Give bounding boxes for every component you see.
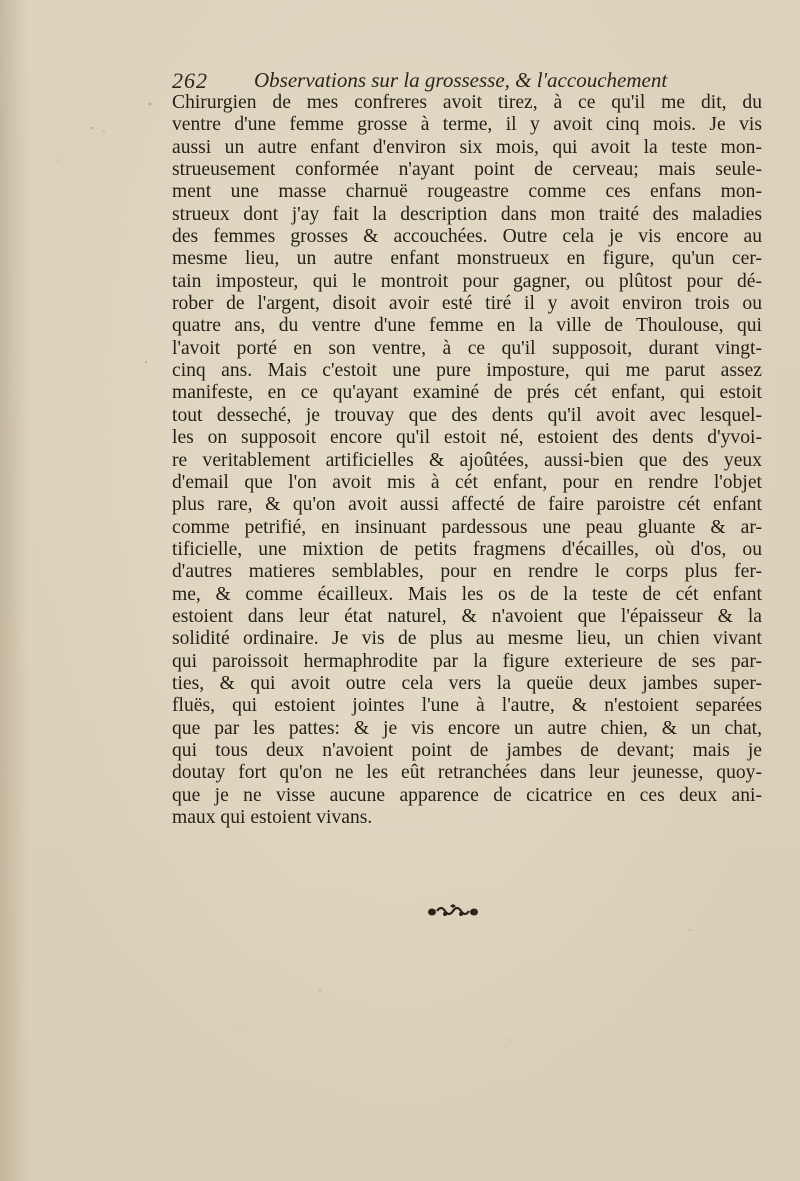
- text-line: tificielle, une mixtion de petits fragmens d'écailles, où d'os, ou: [172, 538, 762, 560]
- text-line: qui tous deux n'avoient point de jambes de devant; mais je: [172, 739, 762, 761]
- text-line: tout desseché, je trouvay que des dents qu'il avoit avec lesquel-: [172, 404, 762, 426]
- text-line: aussi un autre enfant d'environ six mois, qui avoit la teste mon-: [172, 136, 762, 158]
- text-line: solidité ordinaire. Je vis de plus au mesme lieu, un chien vivant: [172, 628, 762, 650]
- running-title: Observations sur la grossesse, & l'accouchement: [254, 68, 668, 92]
- text-line: cinq ans. Mais c'estoit une pure imposture, qui me parut assez: [172, 360, 762, 382]
- body-text: [172, 92, 762, 829]
- text-line: tain imposteur, qui le montroit pour gagner, ou plûtost pour dé-: [172, 270, 762, 292]
- text-line: des femmes grosses & accouchées. Outre cela je vis encore au: [172, 226, 762, 248]
- text-line: strueusement conformée n'ayant point de cerveau; mais seule-: [172, 159, 762, 181]
- text-line: d'autres matieres semblables, pour en rendre le corps plus fer-: [172, 561, 762, 583]
- text-line: mesme lieu, un autre enfant monstrueux en figure, qu'un cer-: [172, 248, 762, 270]
- text-line: qui paroissoit hermaphrodite par la figure exterieure de ses par-: [172, 650, 762, 672]
- text-line: maux qui estoient vivans.: [172, 807, 373, 828]
- text-line: fluës, qui estoient jointes l'une à l'autre, & n'estoient separées: [172, 695, 762, 717]
- text-line: ties, & qui avoit outre cela vers la queüe deux jambes super-: [172, 672, 762, 694]
- text-line: les on supposoit encore qu'il estoit né, estoient des dents d'yvoi-: [172, 427, 762, 449]
- page-number: 262: [172, 68, 208, 93]
- text-line: Chirurgien de mes confreres avoit tirez, à ce qu'il me dit, du: [172, 92, 762, 113]
- text-line: doutay fort qu'on ne les eût retranchées dans leur jeunesse, quoy-: [172, 762, 762, 784]
- text-line: d'email que l'on avoit mis à cét enfant, pour en rendre l'objet: [172, 471, 762, 493]
- text-line: strueux dont j'ay fait la description dans mon traité des maladies: [172, 203, 762, 225]
- text-line: plus rare, & qu'on avoit aussi affecté de faire paroistre cét enfant: [172, 494, 762, 516]
- tail-piece-ornament-icon: [426, 903, 480, 919]
- text-line: que par les pattes: & je vis encore un autre chien, & un chat,: [172, 717, 762, 739]
- text-line: comme petrifié, en insinuant pardessous une peau gluante & ar-: [172, 516, 762, 538]
- text-line: re veritablement artificielles & ajoûtées, aussi-bien que des yeux: [172, 449, 762, 471]
- text-line: estoient dans leur état naturel, & n'avoient que l'épaisseur & la: [172, 605, 762, 627]
- text-line: me, & comme écailleux. Mais les os de la teste de cét enfant: [172, 583, 762, 605]
- text-line: l'avoit porté en son ventre, à ce qu'il supposoit, durant vingt-: [172, 337, 762, 359]
- text-line: manifeste, en ce qu'ayant examiné de prés cét enfant, qui estoit: [172, 382, 762, 404]
- text-line: ventre d'une femme grosse à terme, il y avoit cinq mois. Je vis: [172, 114, 762, 136]
- text-line: rober de l'argent, disoit avoir esté tiré il y avoit environ trois ou: [172, 293, 762, 315]
- text-line: ment une masse charnuë rougeastre comme ces enfans mon-: [172, 181, 762, 203]
- gutter-shadow: [0, 0, 28, 1181]
- text-line: quatre ans, du ventre d'une femme en la ville de Thoulouse, qui: [172, 315, 762, 337]
- text-line: que je ne visse aucune apparence de cicatrice en ces deux ani-: [172, 784, 762, 806]
